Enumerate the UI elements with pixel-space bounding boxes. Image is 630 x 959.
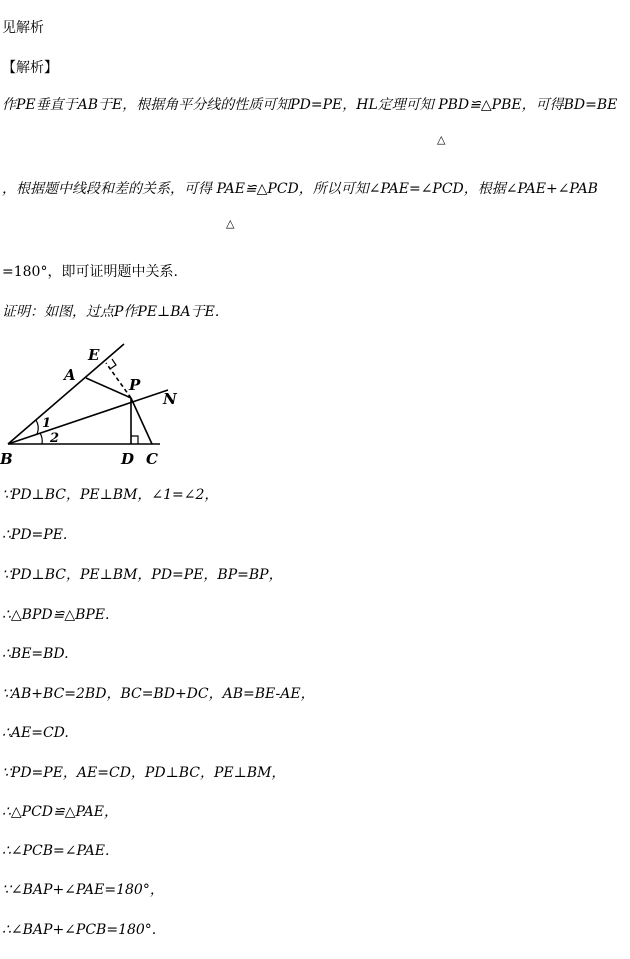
analysis-line-2: ，根据题中线段和差的关系，可得 PAE≌△PCD，所以可知∠PAE=∠PCD，根据∠PAE+∠PAB xyxy=(2,181,598,197)
proof-step-1: ∵PD⊥BC，PE⊥BM，∠1=∠2， xyxy=(2,487,219,503)
label-angle-1: 1 xyxy=(42,416,52,431)
proof-step-11: ∵∠BAP+∠PAE=180°， xyxy=(2,882,164,898)
proof-step-9: ∴△PCD≌△PAE， xyxy=(2,804,118,820)
label-c: C xyxy=(146,450,158,468)
label-n: N xyxy=(163,390,177,408)
proof-step-4: ∴△BPD≌△BPE. xyxy=(2,607,110,623)
geometry-figure xyxy=(0,340,200,470)
proof-step-2: ∴PD=PE. xyxy=(2,527,68,543)
analysis-line-1: 作PE垂直于AB于E，根据角平分线的性质可知PD=PE，HL定理可知 PBD≌△PBE，可得BD=BE xyxy=(2,97,618,113)
proof-step-5: ∴BE=BD. xyxy=(2,646,69,662)
proof-step-8: ∵PD=PE，AE=CD，PD⊥BC，PE⊥BM， xyxy=(2,765,286,781)
label-p: P xyxy=(129,376,141,394)
segment-pc xyxy=(131,398,152,444)
right-angle-e xyxy=(110,359,116,369)
proof-step-7: ∴AE=CD. xyxy=(2,725,69,741)
proof-step-3: ∵PD⊥BC，PE⊥BM，PD=PE，BP=BP， xyxy=(2,567,283,583)
label-a: A xyxy=(64,366,76,384)
analysis-tri-mark-1: △ xyxy=(437,133,446,146)
proof-step-12: ∴∠BAP+∠PCB=180°. xyxy=(2,922,157,938)
label-angle-2: 2 xyxy=(50,431,60,446)
analysis-line-3: =180°，即可证明题中关系. xyxy=(2,264,178,280)
proof-intro: 证明：如图，过点P作PE⊥BA于E. xyxy=(2,304,220,320)
label-e: E xyxy=(88,346,100,364)
solution-tag: 【解析】 xyxy=(2,60,58,76)
ray-bn xyxy=(8,390,168,444)
see-solution: 见解析 xyxy=(2,20,44,36)
right-angle-d xyxy=(131,436,138,444)
angle-arc-2 xyxy=(40,433,42,444)
ray-be xyxy=(8,344,124,444)
segment-ap xyxy=(86,378,131,398)
angle-arc-1 xyxy=(36,420,38,434)
proof-step-10: ∴∠PCB=∠PAE. xyxy=(2,843,110,859)
label-b: B xyxy=(0,450,13,468)
analysis-tri-mark-2: △ xyxy=(226,217,235,230)
proof-step-6: ∵AB+BC=2BD，BC=BD+DC，AB=BE-AE， xyxy=(2,686,315,702)
label-d: D xyxy=(121,450,135,468)
